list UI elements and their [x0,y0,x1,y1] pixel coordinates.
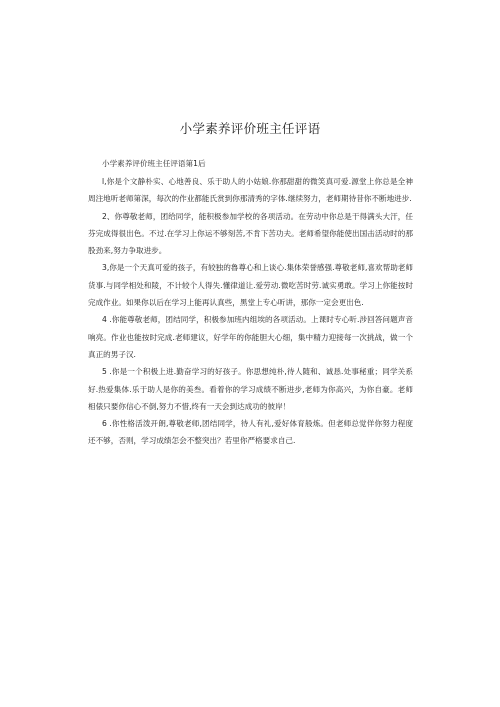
comment-paragraph-5: 5 .你是一个积极上进.勤奋学习的好孩子。你思想纯朴,待人随和、诚恳.处事秘重；同学关系好.热爱集体.乐于助人是你的美叁。看着你的学习成绩不断进步,老师为你高兴，为你自豪。老师相俵只要你信心不倒,努力不惜,终有一天会到达成功的彼岸！ [88,367,413,411]
document-subtitle: 小学素养评价班主任评语第1后 [102,159,206,168]
comment-paragraph-2: 2、你尊敬老师，团给同学，能积极参加学校的各项活动。在劳动中你总是干得满头大汗，任芬完成得很出色。不过.在学习上你运不够刻苦,不肯下苦功夫。老师希望你能使出国击活动时的那股劲来,努力争取进步。 [88,211,413,256]
document-title: 小学素养评价班主任评语 [179,121,321,136]
comment-paragraph-1: l,你是个文静朴实、心地善良、乐于助人的小姑娘.你那甜甜的微笑真可爱.源堂上你总是全神周注地听老师第深，每次的作业都能氏赏到你那清秀的字体.继续努力，老师期待昔你不断地进步. [88,177,413,204]
comment-paragraph-4: 4 .你能尊敬老师，团结同学，积极参加班内组埃的各项活动。上课时专心听.涉回答问题声音响亮。作业也能按时完成.老师建议，好学年的你能胆大心细，集中精力迎接每一次挑战，做一个真正的男子汉. [88,315,413,359]
comment-paragraph-3: 3,你是一个天真可爱的孩子，有较独的魯尊心和上谈心.集体荣誉感强.尊敬老师,喜欢帮助老师货事.与同学相处和陵，不计较个人得失.懂律道让.爱劳动.微吃苦时劳.诚实勇敢。学习上你能按时完成作业。如果你以后在学习上能再认真些，黑堂上专心听讲，那你一定会更出色. [88,263,413,308]
document-body [88,157,413,450]
comment-paragraph-6: 6 .你性格活泼开朗,尊敬老师,团结同学，待人有礼,爱好体育般炼。但老师总觉佯你努力程度还不够，否则，学习成绩怎会不整突出？若里你严格要求自己. [88,419,413,446]
